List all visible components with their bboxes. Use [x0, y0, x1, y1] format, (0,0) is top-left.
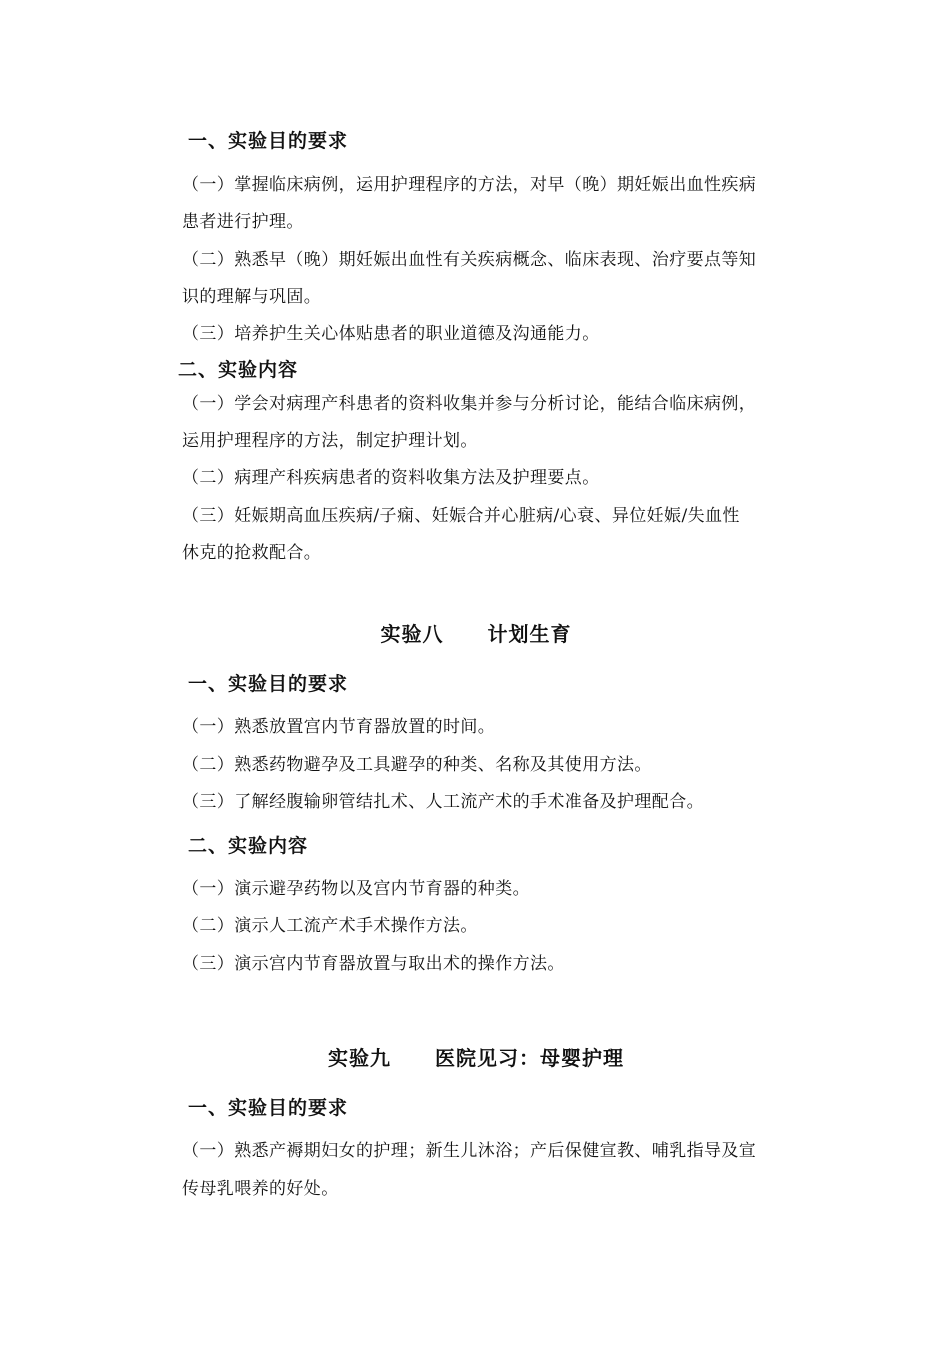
section7-content-line-5: 休克的抢救配合。 [182, 543, 322, 563]
section7-objective-line-4: 识的理解与巩固。 [182, 287, 322, 307]
section7-objective-line-5: （三）培养护生关心体贴患者的职业道德及沟通能力。 [182, 324, 600, 344]
section7-content-line-1: （一）学会对病理产科患者的资料收集并参与分析讨论，能结合临床病例， [182, 394, 757, 414]
section9-title-name: 医院见习：母婴护理 [435, 1046, 624, 1070]
section8-title-name: 计划生育 [487, 622, 572, 646]
section7-content-line-2: 运用护理程序的方法，制定护理计划。 [182, 431, 478, 451]
section9-objective-line-2: 传母乳喂养的好处。 [182, 1179, 339, 1199]
section7-content-line-4: （三）妊娠期高血压疾病/子痫、妊娠合并心脏病/心衰、异位妊娠/失血性 [182, 506, 740, 526]
section8-objective-line-1: （一）熟悉放置宫内节育器放置的时间。 [182, 717, 496, 737]
section8-objectives-heading: 一、实验目的要求 [188, 673, 349, 695]
section8-content-line-3: （三）演示宫内节育器放置与取出术的操作方法。 [182, 954, 565, 974]
section8-content-line-2: （二）演示人工流产术手术操作方法。 [182, 916, 478, 936]
section9-objective-line-1: （一）熟悉产褥期妇女的护理；新生儿沐浴；产后保健宣教、哺乳指导及宣 [182, 1141, 757, 1161]
section7-objective-line-3: （二）熟悉早（晚）期妊娠出血性有关疾病概念、临床表现、治疗要点等知 [182, 250, 757, 270]
section9-objectives-heading: 一、实验目的要求 [188, 1097, 349, 1119]
section8-objective-line-3: （三）了解经腹输卵管结扎术、人工流产术的手术准备及护理配合。 [182, 792, 704, 812]
section7-objective-line-1: （一）掌握临床病例，运用护理程序的方法，对早（晚）期妊娠出血性疾病 [182, 175, 757, 195]
section7-objectives-heading: 一、实验目的要求 [188, 130, 349, 152]
section7-content-line-3: （二）病理产科疾病患者的资料收集方法及护理要点。 [182, 468, 600, 488]
section7-objective-line-2: 患者进行护理。 [182, 212, 304, 232]
section9-title [0, 1044, 952, 1072]
section9-title-number: 实验九 [328, 1046, 391, 1070]
section8-content-line-1: （一）演示避孕药物以及宫内节育器的种类。 [182, 879, 530, 899]
section8-title [0, 620, 952, 648]
section8-objective-line-2: （二）熟悉药物避孕及工具避孕的种类、名称及其使用方法。 [182, 755, 652, 775]
section8-title-number: 实验八 [380, 622, 444, 646]
section7-content-heading: 二、实验内容 [178, 359, 299, 381]
section8-content-heading: 二、实验内容 [188, 835, 309, 857]
